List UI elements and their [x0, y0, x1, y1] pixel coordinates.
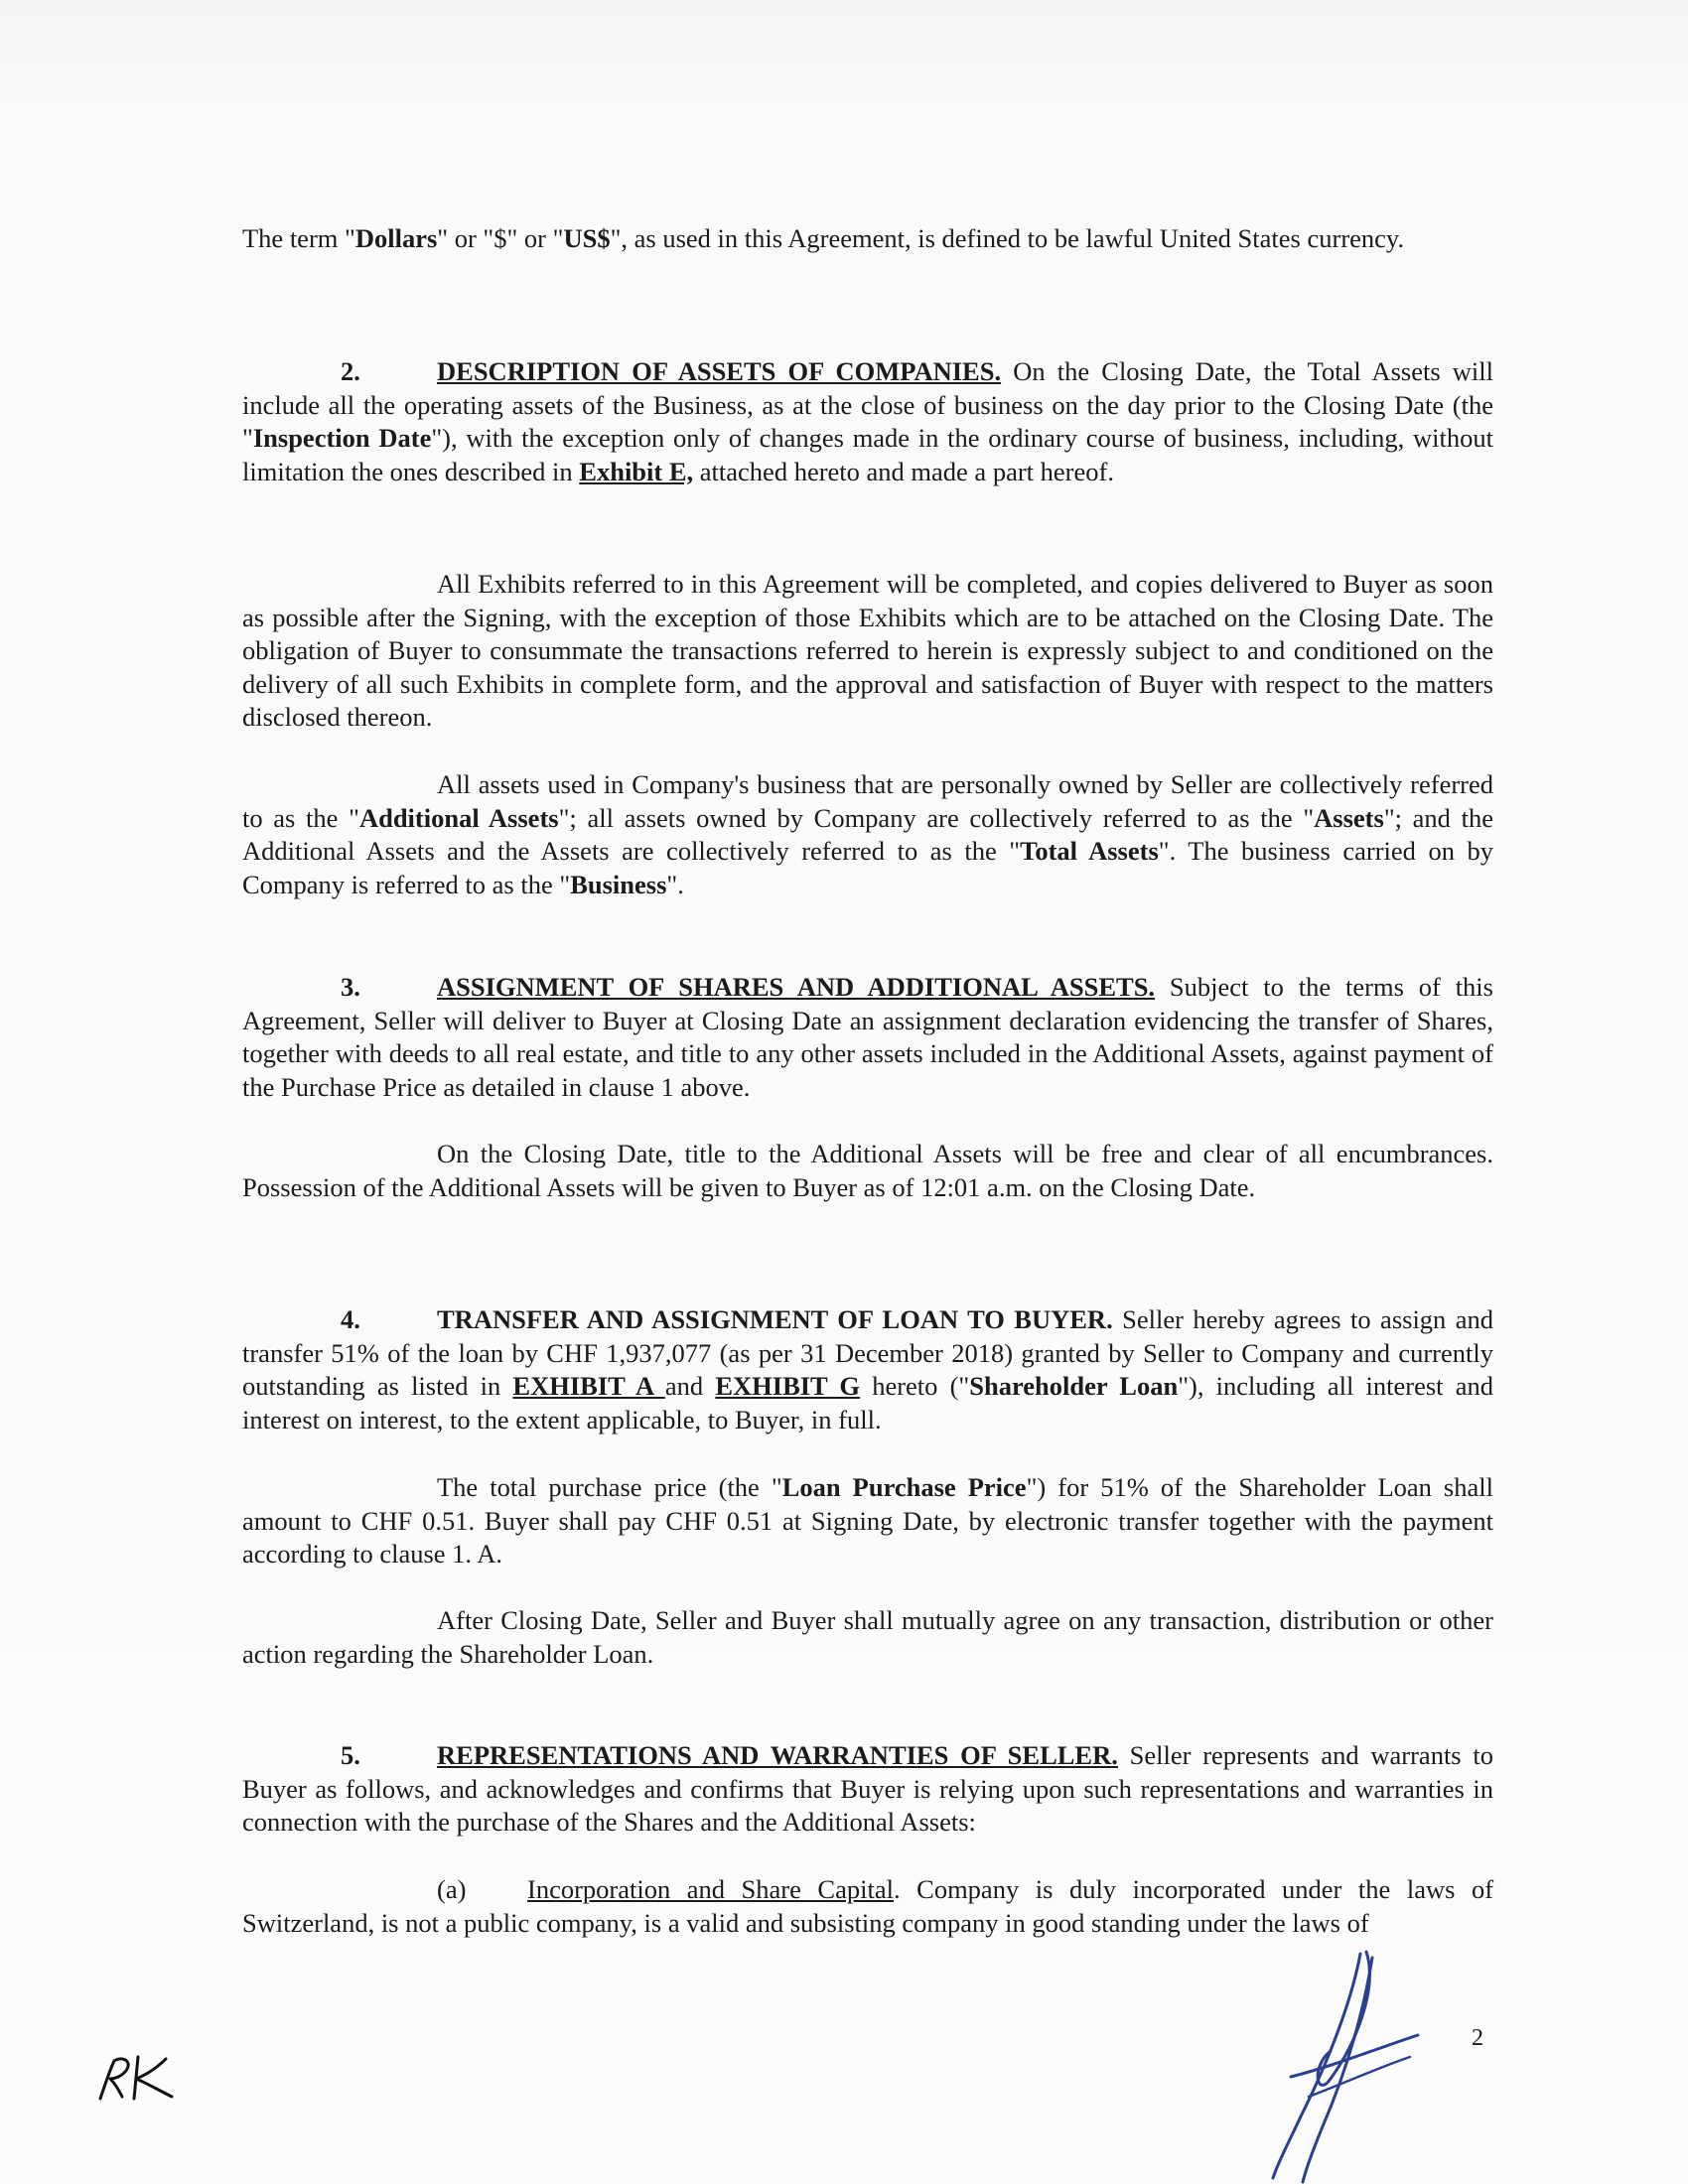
section-4-paragraph-2: The total purchase price (the "Loan Purchase Price") for 51% of the Shareholder Loan shall amount to CHF 0.51. Buyer shall pay CHF 0.51 at Signing Date, by electronic transfer together with the payment according to clause 1. A. [242, 1472, 1493, 1569]
section-heading: TRANSFER AND ASSIGNMENT OF LOAN TO BUYER. [437, 1304, 1113, 1334]
section-heading: ASSIGNMENT OF SHARES AND ADDITIONAL ASSETS. [437, 972, 1156, 1002]
currency-definition-paragraph: The term "Dollars" or "$" or "US$", as used in this Agreement, is defined to be lawful United States currency. [242, 223, 1405, 253]
section-number: 5. [341, 1740, 360, 1770]
section-2-paragraph-2-block [242, 568, 1493, 735]
section-2-paragraph-3: All assets used in Company's business that are personally owned by Seller are collectively referred to as the "Additional Assets"; all assets owned by Company are collectively referred to as the "Assets"; and the Additional Assets and the Assets are collectively referred to as the "Total Assets". The business carried on by Company is referred to as the "Business". [242, 769, 1493, 899]
exhibit-e-reference: Exhibit E, [579, 456, 694, 486]
exhibit-a-reference: EXHIBIT A [512, 1371, 665, 1401]
initials-signature [94, 2053, 184, 2105]
exhibit-g-reference: EXHIBIT G [715, 1371, 861, 1401]
page-number: 2 [1472, 2025, 1483, 2051]
section-2-paragraph-2: All Exhibits referred to in this Agreement will be completed, and copies delivered to Buyer as soon as possible after the Signing, with the exception of those Exhibits which are to be attached on the Closing Date. The obligation of Buyer to consummate the transactions referred to herein is expressly subject to and conditioned on the delivery of all such Exhibits in complete form, and the approval and satisfaction of Buyer with respect to the matters disclosed thereon. [242, 569, 1493, 732]
section-number: 2. [341, 356, 360, 386]
section-2-paragraph-3-block [242, 768, 1493, 901]
section-number: 3. [341, 972, 360, 1002]
section-4-paragraph-2-block [242, 1471, 1493, 1571]
section-5-item-a [242, 1873, 1493, 1940]
section-heading: DESCRIPTION OF ASSETS OF COMPANIES. [437, 356, 1002, 386]
handwritten-signature [1261, 1948, 1430, 2184]
section-3 [242, 971, 1493, 1104]
currency-definition-block [242, 222, 1493, 256]
item-heading: Incorporation and Share Capital [527, 1874, 894, 1904]
section-5-item-a-paragraph: (a) Incorporation and Share Capital. Company is duly incorporated under the laws of Switzerland, is not a public company, is a valid and subsisting company in good standing under the laws of [242, 1874, 1494, 1938]
section-5 [242, 1739, 1493, 1840]
section-number: 4. [341, 1304, 360, 1334]
section-2-paragraph-1: 2. DESCRIPTION OF ASSETS OF COMPANIES. On the Closing Date, the Total Assets will include all the operating assets of the Business, as at the close of business on the day prior to the Closing Date (the "Inspection Date"), with the exception only of changes made in the ordinary course of business, including, without limitation the ones described in Exhibit E, attached hereto and made a part hereof. [242, 356, 1493, 486]
section-4-paragraph-3: After Closing Date, Seller and Buyer shall mutually agree on any transaction, distribution or other action regarding the Shareholder Loan. [242, 1605, 1493, 1669]
section-3-paragraph-2: On the Closing Date, title to the Additional Assets will be free and clear of all encumbrances. Possession of the Additional Assets will be given to Buyer as of 12:01 a.m. on the Closing Date. [242, 1139, 1493, 1202]
section-heading: REPRESENTATIONS AND WARRANTIES OF SELLER. [437, 1740, 1118, 1770]
section-2 [242, 355, 1493, 488]
section-4-paragraph-1: 4. TRANSFER AND ASSIGNMENT OF LOAN TO BUYER. Seller hereby agrees to assign and transfer 51% of the loan by CHF 1,937,077 (as per 31 December 2018) granted by Seller to Company and currently outstanding as listed in EXHIBIT A and EXHIBIT G hereto ("Shareholder Loan"), including all interest and interest on interest, to the extent applicable, to Buyer, in full. [242, 1304, 1493, 1434]
item-label: (a) [437, 1874, 467, 1904]
section-3-paragraph-2-block [242, 1138, 1493, 1204]
section-4 [242, 1303, 1493, 1436]
section-5-paragraph-1: 5. REPRESENTATIONS AND WARRANTIES OF SELLER. Seller represents and warrants to Buyer as follows, and acknowledges and confirms that Buyer is relying upon such representations and warranties in connection with the purchase of the Shares and the Additional Assets: [242, 1740, 1493, 1837]
section-3-paragraph-1: 3. ASSIGNMENT OF SHARES AND ADDITIONAL ASSETS. Subject to the terms of this Agreement, Seller will deliver to Buyer at Closing Date an assignment declaration evidencing the transfer of Shares, together with deeds to all real estate, and title to any other assets included in the Additional Assets, against payment of the Purchase Price as detailed in clause 1 above. [242, 972, 1493, 1102]
section-4-paragraph-3-block [242, 1604, 1493, 1671]
